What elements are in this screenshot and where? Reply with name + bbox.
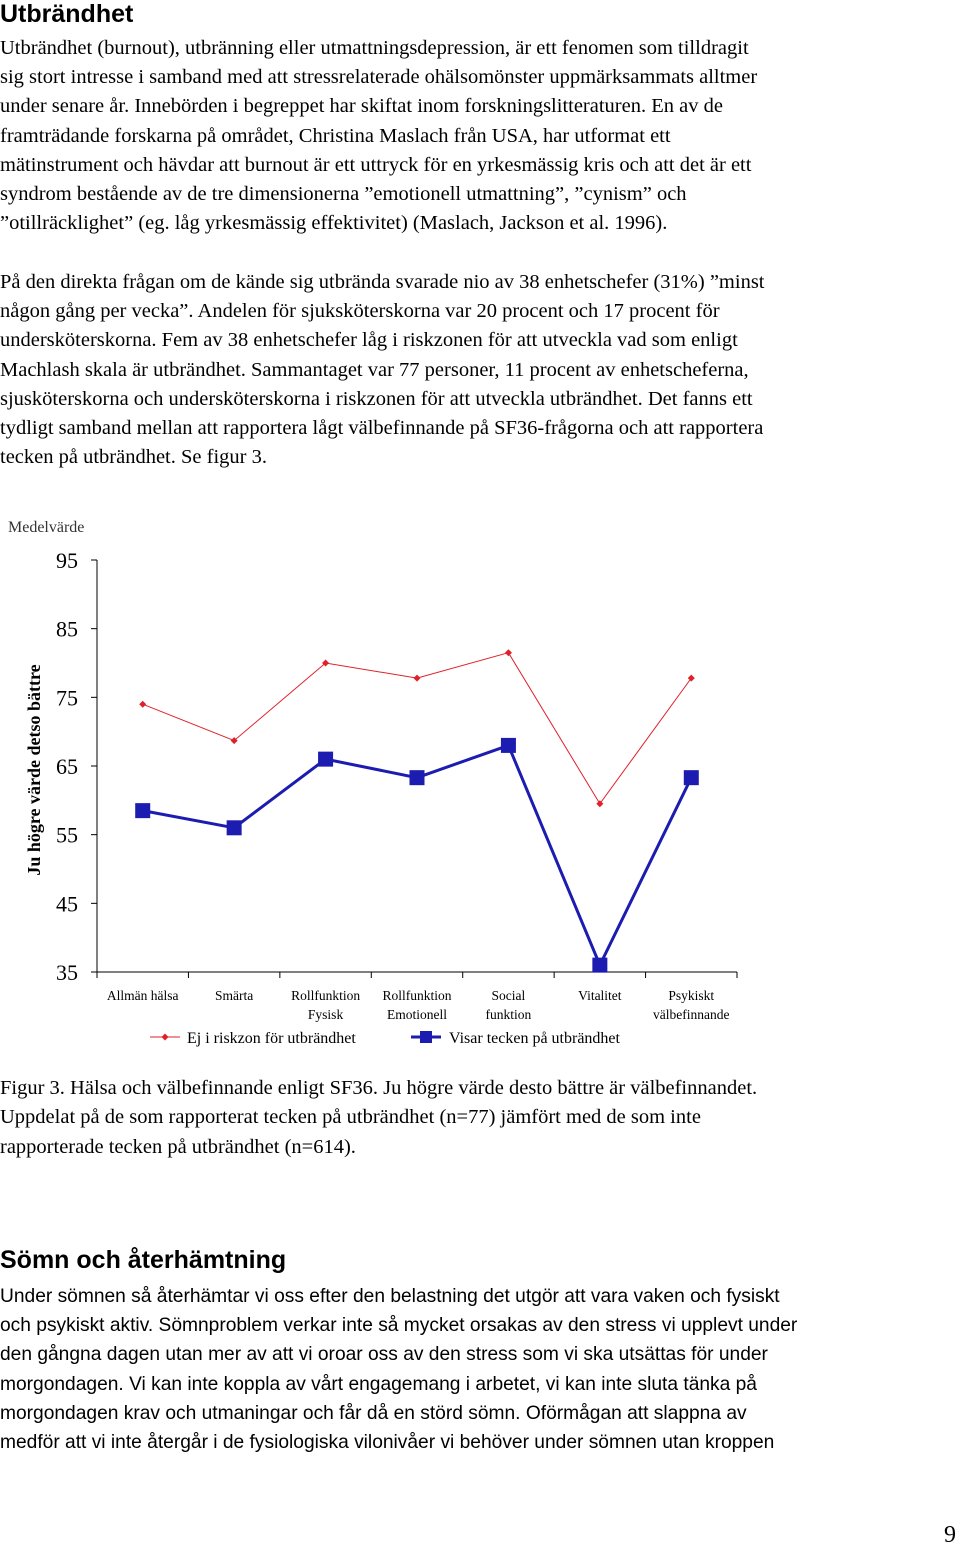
data-point-square: [684, 770, 699, 785]
text-line: Utbrändhet (burnout), utbränning eller utmattningsdepression, är ett fenomen som tilldragit: [0, 37, 749, 59]
y-axis-label: Ju högre värde detso bättre: [24, 664, 44, 876]
data-point-diamond: [139, 701, 146, 708]
y-tick-label: 75: [56, 685, 78, 711]
text-line: undersköterskorna. Fem av 38 enhetschefer låg i riskzonen för att utveckla vad som enligt: [0, 329, 738, 352]
text-line: morgondagen. Vi kan inte koppla av vårt engagemang i arbetet, vi kan inte sluta tänka på: [0, 1373, 757, 1395]
sf36-line-chart: [0, 505, 960, 1057]
text-line: den gångna dagen utan mer av att vi oroar oss av den stress som vi ska utsättas för under: [0, 1344, 768, 1366]
text-line: sjusköterskorna och undersköterskorna i riskzonen för att utveckla utbrändhet. Det fanns ett: [0, 387, 753, 410]
text-line: På den direkta frågan om de kände sig utbrända svarade nio av 38 enhetschefer (31%) ”minst: [0, 271, 765, 293]
data-point-square: [318, 752, 333, 767]
x-tick-label: Social: [491, 988, 526, 1003]
text-line: medför att vi inte återgår i de fysiologiska vilonivåer vi behöver under sömnen utan kroppen: [0, 1432, 775, 1454]
legend-marker-square: [420, 1031, 432, 1043]
x-tick-label: Fysisk: [307, 1007, 344, 1022]
x-tick-label: Vitalitet: [578, 988, 622, 1003]
text-line: sig stort intresse i samband med att stressrelaterade ohälsomönster uppmärksammats alltmer: [0, 66, 758, 89]
data-point-square: [227, 820, 242, 835]
text-line: syndrom bestående av de tre dimensionerna ”emotionell utmattning”, ”cynism” och: [0, 183, 687, 206]
caption-line: Figur 3. Hälsa och välbefinnande enligt SF36. Ju högre värde desto bättre är välbefinnandet.: [0, 1077, 758, 1099]
text-line: Machlash skala är utbrändhet. Sammantaget var 77 personer, 11 procent av enhetscheferna,: [0, 358, 749, 381]
x-tick-label: Rollfunktion: [382, 988, 452, 1003]
data-point-diamond: [596, 800, 603, 807]
legend-label: Ej i riskzon för utbrändhet: [187, 1030, 356, 1047]
text-line: tecken på utbrändhet. Se figur 3.: [0, 446, 267, 469]
section-title-utbrandhet: Utbrändhet: [0, 0, 134, 28]
text-line: ”otillräcklighet” (eg. låg yrkesmässig effektivitet) (Maslach, Jackson et al. 1996).: [0, 212, 668, 235]
y-tick-label: 65: [56, 754, 78, 779]
x-tick-label: Allmän hälsa: [106, 988, 179, 1003]
data-point-square: [410, 770, 425, 785]
x-tick-label: Psykiskt: [668, 988, 715, 1003]
data-point-diamond: [505, 649, 512, 656]
caption-line: Uppdelat på de som rapporterat tecken på utbrändhet (n=77) jämfört med de som inte: [0, 1106, 701, 1129]
paragraph-results: [0, 268, 958, 472]
text-line: framträdande forskarna på området, Christina Maslach från USA, har utformat ett: [0, 124, 671, 147]
x-tick-label: funktion: [485, 1007, 532, 1022]
text-line: morgondagen krav och utmaningar och får då en störd sömn. Oförmågan att slappna av: [0, 1402, 747, 1424]
y-tick-label: 45: [56, 891, 78, 917]
data-point-diamond: [414, 675, 421, 682]
x-tick-label: välbefinnande: [653, 1007, 730, 1022]
x-tick-label: Rollfunktion: [291, 988, 361, 1003]
y-tick-label: 35: [56, 960, 78, 985]
data-point-diamond: [688, 675, 695, 682]
text-line: mätinstrument och hävdar att burnout är ett uttryck för en yrkesmässig kris och att det är ett: [0, 153, 752, 176]
paragraph-somn: [0, 1282, 958, 1457]
text-line: Under sömnen så återhämtar vi oss efter den belastning det utgör att vara vaken och fysiskt: [0, 1286, 780, 1307]
legend-label: Visar tecken på utbrändhet: [449, 1030, 620, 1047]
page-number: 9: [944, 1522, 956, 1548]
data-point-square: [592, 958, 607, 973]
legend-marker-diamond: [162, 1034, 169, 1041]
data-point-square: [501, 738, 516, 753]
text-line: tydligt samband mellan att rapportera lågt välbefinnande på SF36-frågorna och att rapportera: [0, 417, 764, 440]
section-title-somn: Sömn och återhämtning: [0, 1246, 287, 1274]
text-line: någon gång per vecka”. Andelen för sjuksköterskorna var 20 procent och 17 procent för: [0, 300, 720, 323]
y-tick-label: 55: [56, 822, 78, 848]
figure-caption: [0, 1074, 958, 1162]
y-tick-label: 95: [56, 548, 78, 573]
caption-line: rapporterade tecken på utbrändhet (n=614).: [0, 1135, 356, 1158]
y-tick-label: 85: [56, 616, 78, 642]
text-line: under senare år. Innebörden i begreppet har skiftat inom forskningslitteraturen. En av de: [0, 95, 723, 118]
data-point-square: [135, 803, 150, 818]
text-line: och psykiskt aktiv. Sömnproblem verkar inte så mycket orsakas av den stress vi upplevt under: [0, 1315, 798, 1337]
chart-title: Medelvärde: [8, 519, 85, 536]
paragraph-intro: [0, 34, 958, 238]
x-tick-label: Smärta: [215, 988, 254, 1003]
x-tick-label: Emotionell: [387, 1007, 447, 1022]
